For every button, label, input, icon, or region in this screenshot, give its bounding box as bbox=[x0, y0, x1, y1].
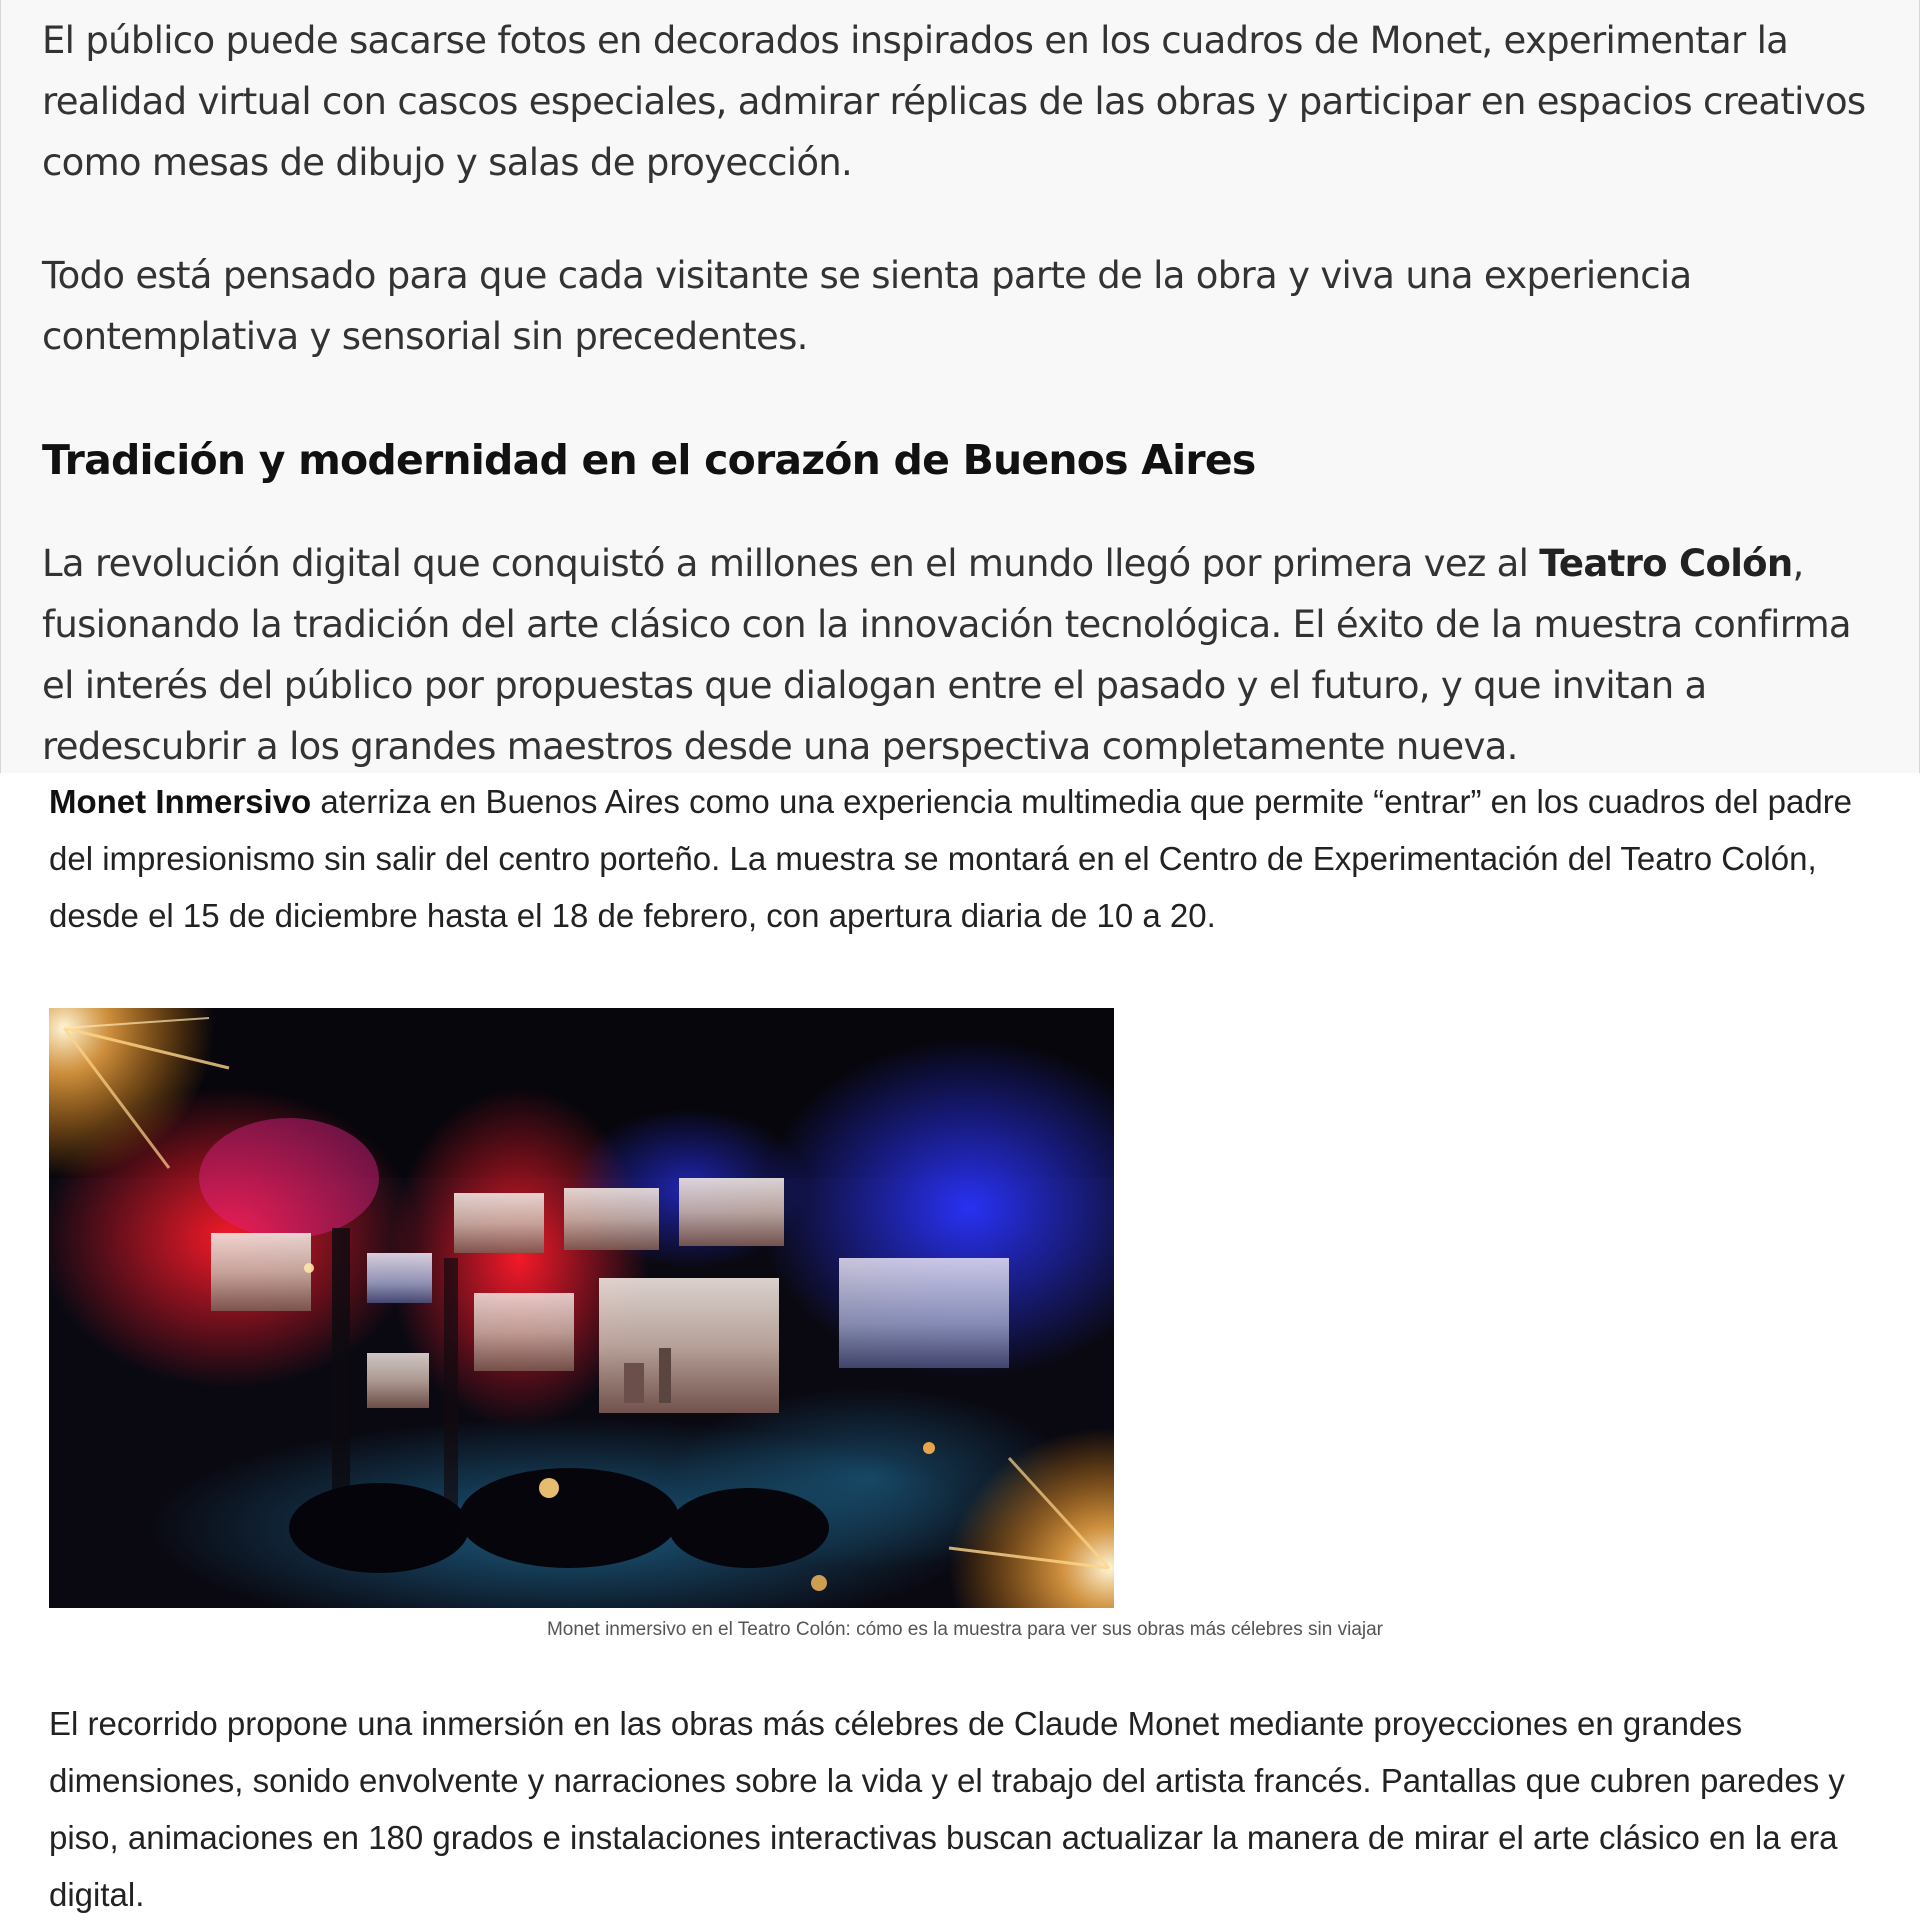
previous-article-section bbox=[0, 0, 1920, 773]
paragraph-text-start: La revolución digital que conquistó a millones en el mundo llegó por primera vez al bbox=[42, 542, 1540, 585]
paragraph-digital-revolution bbox=[42, 533, 1892, 777]
section-heading: Tradición y modernidad en el corazón de Buenos Aires bbox=[42, 436, 1256, 484]
paragraph-lead bbox=[49, 773, 1879, 944]
article-section bbox=[0, 773, 1920, 1920]
exhibition-photo[interactable] bbox=[49, 1008, 1114, 1608]
teatro-colon-bold: Teatro Colón bbox=[1539, 542, 1793, 585]
paragraph-photo-activities: El público puede sacarse fotos en decorados inspirados en los cuadros de Monet, experimentar la realidad virtual con cascos especiales, admirar réplicas de las obras y participar en espacios creativos como mesas de dibujo y salas de proyección. bbox=[42, 19, 1866, 184]
paragraph-recorrido: El recorrido propone una inmersión en las obras más célebres de Claude Monet mediante proyecciones en grandes dimensiones, sonido envolvente y narraciones sobre la vida y el trabajo del artista francés. Pantallas que cubren paredes y piso, animaciones en 180 grados e instalaciones interactivas buscan actualizar la manera de mirar el arte clásico en la era digital. bbox=[49, 1705, 1845, 1913]
lead-text: aterriza en Buenos Aires como una experiencia multimedia que permite “entrar” en los cuadros del padre del impresionismo sin salir del centro porteño. La muestra se montará en el Centro de Experimentación del Teatro Colón, desde el 15 de diciembre hasta el 18 de febrero, con apertura diaria de 10 a 20. bbox=[49, 783, 1853, 934]
paragraph-text-end: , fusionando la tradición del arte clásico con la innovación tecnológica. El éxito de la muestra confirma el interés del público por propuestas que dialogan entre el pasado y el futuro, y que invitan a redescubrir a los grandes maestros desde una perspectiva completamente nueva. bbox=[42, 542, 1851, 768]
image-caption: Monet inmersivo en el Teatro Colón: cómo es la muestra para ver sus obras más célebres sin viajar bbox=[546, 1619, 1384, 1640]
immersive-room-image bbox=[49, 1008, 1114, 1608]
paragraph-experience: Todo está pensado para que cada visitante se sienta parte de la obra y viva una experiencia contemplativa y sensorial sin precedentes. bbox=[42, 254, 1692, 358]
monet-inmersivo-bold: Monet Inmersivo bbox=[49, 783, 312, 820]
